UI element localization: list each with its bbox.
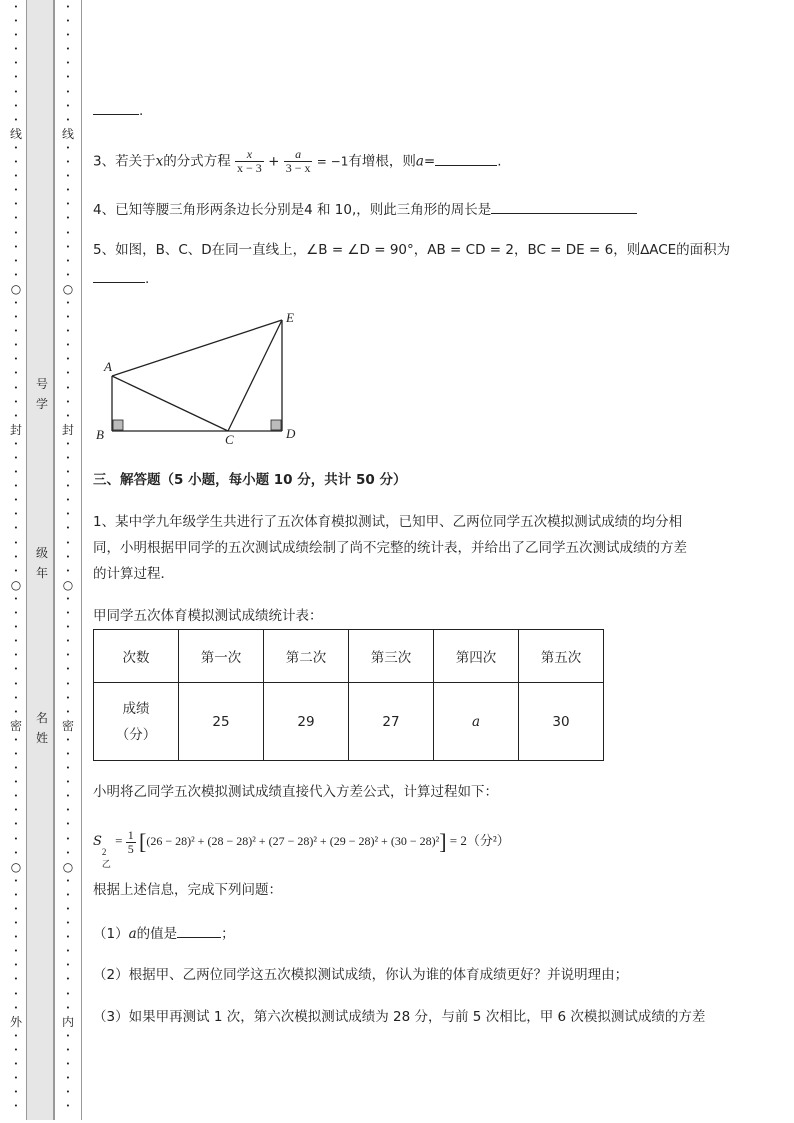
margin-dot: •: [65, 806, 71, 815]
label-ji: 级: [35, 546, 48, 560]
margin-dot: •: [65, 524, 71, 533]
margin-dot: •: [13, 439, 19, 448]
margin-dot: •: [65, 566, 71, 575]
score-table: [93, 629, 604, 761]
margin-dot: •: [13, 707, 19, 716]
margin-dot: •: [13, 200, 19, 209]
margin-dot: •: [65, 186, 71, 195]
margin-dot: •: [65, 1074, 71, 1083]
margin-dot: •: [65, 792, 71, 801]
sub-question-2: （2）根据甲、乙两位同学这五次模拟测试成绩，你认为谁的体育成绩更好？并说明理由；: [93, 967, 629, 983]
margin-dot: •: [13, 31, 19, 40]
margin-dot: •: [65, 834, 71, 843]
problem-1-line-3: 的计算过程．: [93, 566, 174, 582]
point-E-label: E: [286, 310, 294, 325]
margin-dot: •: [13, 143, 19, 152]
margin-dot: •: [65, 749, 71, 758]
margin-dot: •: [65, 242, 71, 251]
margin-dot: •: [13, 764, 19, 773]
fraction-2: $\frac{a}{3 - x}$: [285, 147, 311, 175]
margin-dot: •: [13, 214, 19, 223]
header-cell: 第一次: [179, 630, 264, 683]
margin-dot: •: [13, 482, 19, 491]
margin-mark: ○: [10, 859, 22, 874]
margin-dot: •: [13, 496, 19, 505]
margin-dot: •: [13, 876, 19, 885]
margin-dot: •: [13, 749, 19, 758]
margin-dot: •: [13, 172, 19, 181]
margin-dot: •: [13, 45, 19, 54]
margin-dot: •: [65, 1003, 71, 1012]
margin-dot: •: [13, 1031, 19, 1040]
margin-dot: •: [65, 764, 71, 773]
point-B-label: B: [96, 427, 104, 442]
margin-dot: •: [13, 383, 19, 392]
score-cell: 25: [179, 683, 264, 761]
problem-1-line-1: 1、某中学九年级学生共进行了五次体育模拟测试，已知甲、乙两位同学五次模拟测试成绩的均分相: [93, 514, 683, 530]
margin-dot: •: [65, 115, 71, 124]
row-label-cell: 成绩 （分）: [94, 683, 179, 761]
margin-dot: •: [13, 806, 19, 815]
margin-dot: •: [13, 792, 19, 801]
point-C-label: C: [225, 432, 234, 447]
margin-dot: •: [13, 101, 19, 110]
margin-dot: •: [65, 341, 71, 350]
margin-dot: •: [65, 848, 71, 857]
fraction-1: $\frac{x}{x - 3}$: [237, 147, 262, 175]
margin-dot: •: [65, 510, 71, 519]
margin-dot: •: [65, 1045, 71, 1054]
question-3: 3、若关于x的分式方程 $\frac{x}{x - 3}$ + $\frac{a}{3 - x}$ = −1有增根，则a= .: [93, 147, 502, 175]
triangle-figure: [90, 305, 310, 450]
margin-dot: •: [65, 383, 71, 392]
margin-dot: •: [13, 73, 19, 82]
margin-dot: •: [13, 538, 19, 547]
header-cell: 第五次: [519, 630, 604, 683]
margin-dot: •: [65, 200, 71, 209]
margin-mark: 密: [9, 718, 22, 733]
score-cell: 29: [264, 683, 349, 761]
header-cell: 第四次: [434, 630, 519, 683]
label-nian: 年: [35, 566, 48, 580]
margin-dot: •: [13, 594, 19, 603]
margin-dot: •: [65, 651, 71, 660]
margin-dot: •: [65, 172, 71, 181]
table-header-row: [94, 630, 604, 683]
margin-dot: •: [13, 609, 19, 618]
label-xing: 姓: [35, 731, 48, 745]
margin-dot: •: [13, 411, 19, 420]
margin-dot: •: [65, 778, 71, 787]
margin-dot: •: [13, 1088, 19, 1097]
question-5-answer: .: [93, 268, 149, 289]
margin-dot: •: [13, 242, 19, 251]
margin-dot: •: [13, 848, 19, 857]
margin-dot: •: [65, 538, 71, 547]
margin-dot: •: [13, 1074, 19, 1083]
margin-dot: •: [13, 59, 19, 68]
margin-dot: •: [13, 623, 19, 632]
margin-dot: •: [65, 87, 71, 96]
margin-dot: •: [13, 735, 19, 744]
margin-dot: •: [65, 256, 71, 265]
margin-mark: 封: [9, 422, 22, 437]
margin-dot: •: [13, 679, 19, 688]
q2-answer-tail: .: [93, 100, 143, 121]
margin-dot: •: [13, 947, 19, 956]
margin-dot: •: [65, 975, 71, 984]
header-cell: 第二次: [264, 630, 349, 683]
margin-dot: •: [13, 355, 19, 364]
margin-dot: •: [65, 45, 71, 54]
margin-dot: •: [65, 228, 71, 237]
margin-dot: •: [65, 707, 71, 716]
margin-dot: •: [65, 270, 71, 279]
margin-mark: 内: [61, 1014, 74, 1029]
margin-dot: •: [65, 665, 71, 674]
segment-CE: [228, 320, 282, 431]
margin-dot: •: [65, 397, 71, 406]
margin-dot: •: [65, 496, 71, 505]
margin-dot: •: [13, 1003, 19, 1012]
margin-dot: •: [65, 369, 71, 378]
margin-mark: ○: [62, 577, 74, 592]
margin-dot: •: [65, 31, 71, 40]
margin-dot: •: [65, 933, 71, 942]
margin-dot: •: [65, 355, 71, 364]
question-4: 4、已知等腰三角形两条边长分别是4 和 10,，则此三角形的周长是: [93, 199, 637, 220]
margin-dot: •: [65, 3, 71, 11]
margin-dot: •: [65, 919, 71, 928]
margin-dot: •: [65, 735, 71, 744]
margin-dot: •: [13, 313, 19, 322]
margin-dot: •: [65, 313, 71, 322]
margin-dot: •: [65, 1102, 71, 1111]
margin-dot: •: [13, 834, 19, 843]
margin-dot: •: [65, 1088, 71, 1097]
margin-mark: ○: [10, 577, 22, 592]
margin-dot: •: [13, 975, 19, 984]
score-cell: a: [434, 683, 519, 761]
margin-dot: •: [13, 552, 19, 561]
margin-dot: •: [65, 439, 71, 448]
margin-mark: ○: [62, 859, 74, 874]
margin-dot: •: [65, 876, 71, 885]
margin-mark: 线: [61, 126, 74, 141]
margin-dot: •: [13, 1060, 19, 1069]
margin-dot: •: [65, 1031, 71, 1040]
margin-dot: •: [65, 298, 71, 307]
margin-dot: •: [13, 933, 19, 942]
point-A-label: A: [104, 359, 112, 374]
margin-dot: •: [13, 397, 19, 406]
question-5: 5、如图，B、C、D在同一直线上，∠B = ∠D = 90°，AB = CD = 2，BC = DE = 6，则∆ACE的面积为: [93, 242, 731, 258]
margin-dot: •: [65, 214, 71, 223]
label-hao: 号: [35, 377, 48, 391]
margin-dot: •: [13, 665, 19, 674]
header-cell: 第三次: [349, 630, 434, 683]
margin-dot: •: [65, 158, 71, 167]
label-ming: 名: [35, 711, 48, 725]
margin-dot: •: [13, 298, 19, 307]
margin-dot: •: [65, 961, 71, 970]
margin-dot: •: [13, 341, 19, 350]
margin-mark: 线: [9, 126, 22, 141]
margin-dot: •: [13, 566, 19, 575]
margin-dot: •: [13, 256, 19, 265]
margin-dot: •: [13, 919, 19, 928]
margin-dot: •: [65, 890, 71, 899]
right-angle-mark-B: [113, 420, 123, 430]
point-D-label: D: [286, 426, 296, 441]
margin-dot: •: [13, 778, 19, 787]
margin-dot: •: [13, 961, 19, 970]
margin-dot: •: [65, 101, 71, 110]
margin-dot: •: [65, 693, 71, 702]
right-angle-mark-D: [271, 420, 281, 430]
margin-dot: •: [13, 905, 19, 913]
margin-dot: •: [13, 510, 19, 519]
margin-dot: •: [65, 59, 71, 68]
margin-dot: •: [13, 454, 19, 462]
margin-dot: •: [65, 143, 71, 152]
margin-dot: •: [65, 637, 71, 646]
margin-dot: •: [13, 820, 19, 829]
section-3-title: 三、解答题（5 小题，每小题 10 分，共计 50 分）: [93, 472, 407, 488]
margin-mark: 外: [9, 1014, 22, 1029]
margin-mark: 封: [61, 422, 74, 437]
margin-dot: •: [13, 468, 19, 477]
margin-dot: •: [65, 609, 71, 618]
margin-dot: •: [13, 3, 19, 11]
margin-dot: •: [65, 820, 71, 829]
margin-dot: •: [65, 327, 71, 336]
margin-dot: •: [13, 369, 19, 378]
margin-dot: •: [13, 524, 19, 533]
margin-dot: •: [13, 87, 19, 96]
margin-dot: •: [65, 1060, 71, 1069]
margin-dot: •: [65, 947, 71, 956]
header-cell: 次数: [94, 630, 179, 683]
sub-question-3: （3）如果甲再测试 1 次，第六次模拟测试成绩为 28 分，与前 5 次相比，甲 6 次模拟测试成绩的方差: [93, 1009, 706, 1025]
margin-dot: •: [13, 270, 19, 279]
segment-AC: [112, 376, 228, 431]
margin-mark: 密: [61, 718, 74, 733]
label-xue: 学: [35, 397, 48, 411]
left-dot-column: [9, 0, 23, 1113]
right-dot-column: [61, 0, 75, 1113]
margin-dot: •: [13, 186, 19, 195]
segment-AE: [112, 320, 282, 376]
score-cell: 30: [519, 683, 604, 761]
margin-dot: •: [65, 17, 71, 26]
table-score-row: [94, 683, 604, 761]
margin-dot: •: [13, 693, 19, 702]
margin-dot: •: [65, 623, 71, 632]
margin-dot: •: [65, 468, 71, 477]
score-cell: 27: [349, 683, 434, 761]
calc-intro: 小明将乙同学五次模拟测试成绩直接代入方差公式，计算过程如下：: [93, 784, 498, 800]
margin-dot: •: [65, 73, 71, 82]
margin-dot: •: [65, 989, 71, 998]
table-caption: 甲同学五次体育模拟测试成绩统计表：: [93, 608, 323, 624]
margin-mark: ○: [10, 281, 22, 296]
margin-dot: •: [65, 552, 71, 561]
margin-dot: •: [65, 905, 71, 913]
margin-dot: •: [65, 679, 71, 688]
margin-dot: •: [13, 989, 19, 998]
margin-dot: •: [65, 454, 71, 462]
margin-dot: •: [13, 327, 19, 336]
sub-question-1: （1）a的值是 ；: [93, 923, 235, 944]
problem-1-line-2: 同，小明根据甲同学的五次测试成绩绘制了尚不完整的统计表，并给出了乙同学五次测试成绩的方差: [93, 540, 687, 556]
margin-dot: •: [65, 411, 71, 420]
margin-dot: •: [13, 115, 19, 124]
margin-dot: •: [13, 1102, 19, 1111]
margin-dot: •: [13, 890, 19, 899]
margin-dot: •: [65, 594, 71, 603]
margin-dot: •: [13, 17, 19, 26]
ask-intro: 根据上述信息，完成下列问题：: [93, 882, 282, 898]
variance-formula: S 2 乙 = $\frac{1}{5}$ [(26 − 28)² + (28 − 28)² + (27 − 28)² + (29 − 28)² + (30 − 28)²] = 2（分²）: [93, 827, 510, 869]
margin-dot: •: [13, 228, 19, 237]
margin-dot: •: [13, 637, 19, 646]
margin-mark: ○: [62, 281, 74, 296]
margin-dot: •: [13, 651, 19, 660]
margin-dot: •: [65, 482, 71, 491]
margin-dot: •: [13, 1045, 19, 1054]
margin-dot: •: [13, 158, 19, 167]
